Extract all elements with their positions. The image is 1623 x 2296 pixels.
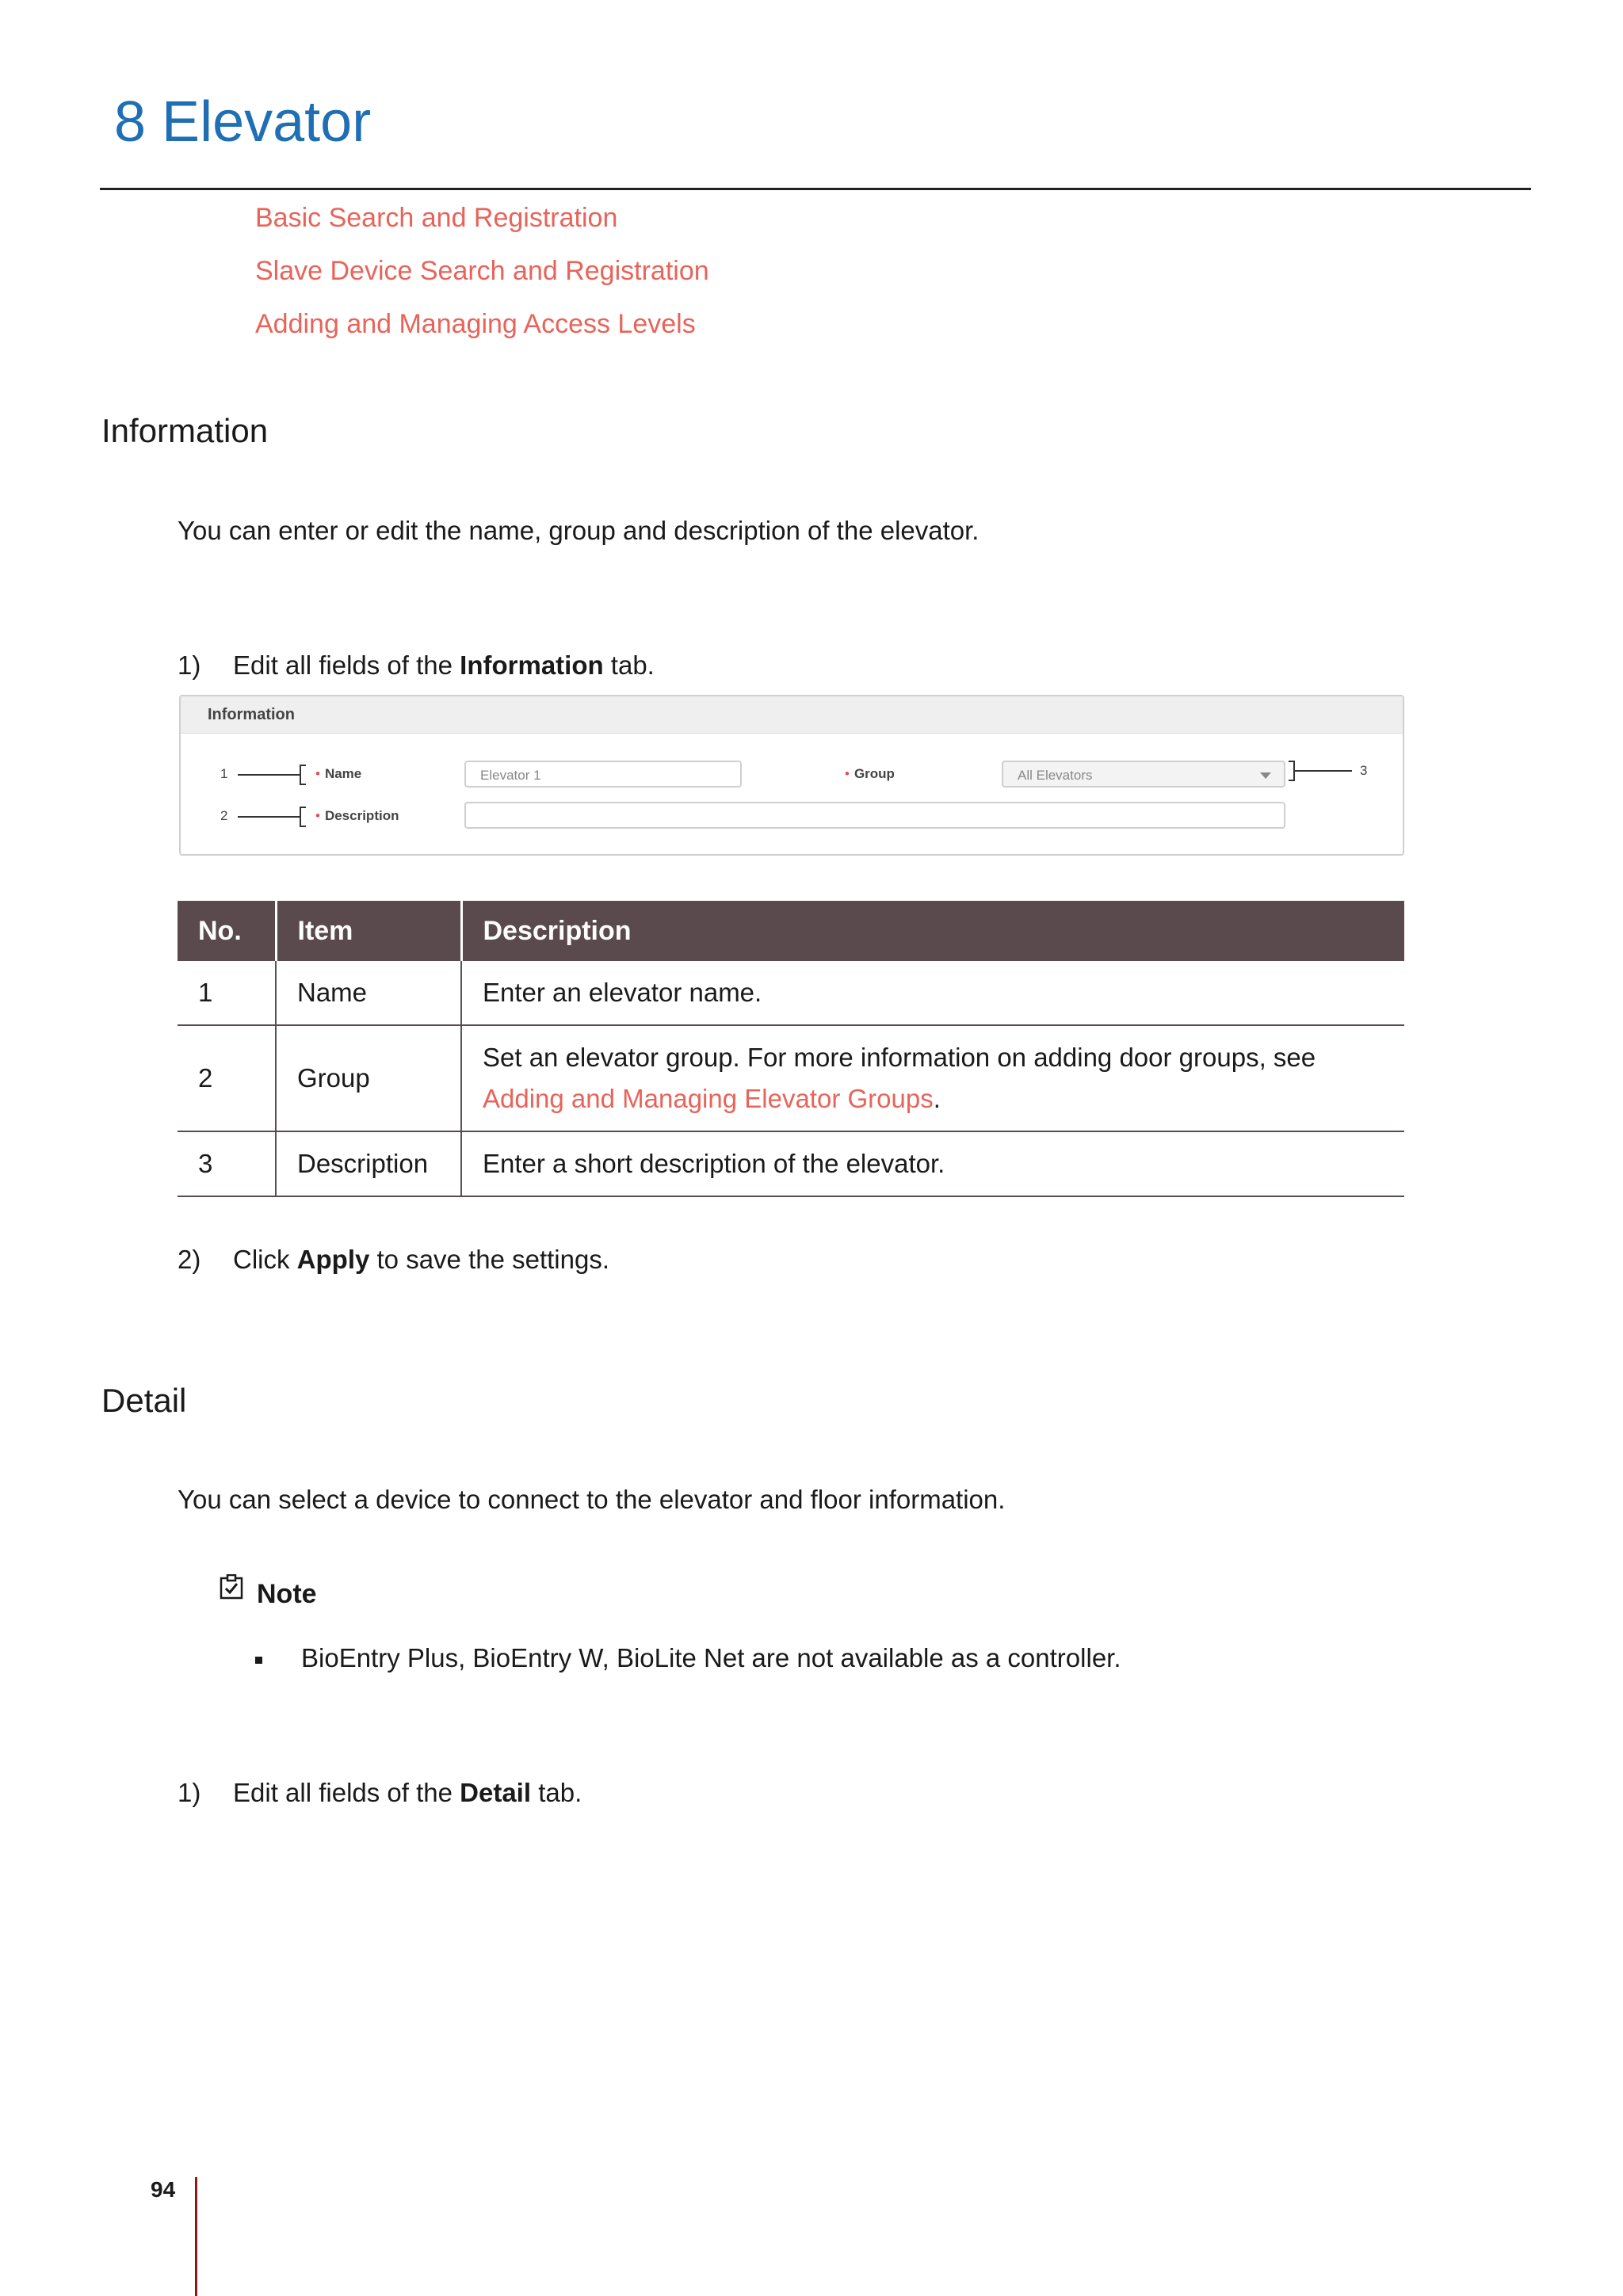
- clipboard-check-icon: [219, 1574, 244, 1600]
- page-number: 94: [151, 2177, 176, 2202]
- group-select[interactable]: [1002, 761, 1285, 788]
- step-number: 1): [178, 650, 201, 680]
- information-step-1: [178, 650, 655, 681]
- chapter-divider: [100, 188, 1531, 190]
- panel-title: Information: [208, 706, 295, 723]
- table-cell-no: 3: [178, 1131, 276, 1196]
- step-text: Edit all fields of the: [233, 650, 460, 680]
- step-text: Edit all fields of the: [233, 1778, 460, 1807]
- table-cell-item: Description: [276, 1131, 461, 1196]
- information-step-2: [178, 1245, 609, 1275]
- note-label: Note: [257, 1579, 317, 1609]
- callout-line-3: [1295, 770, 1352, 772]
- callout-bracket-3: [1289, 761, 1295, 781]
- related-link-basic-search[interactable]: Basic Search and Registration: [255, 203, 618, 233]
- callout-1: 1: [220, 766, 228, 781]
- step-text-end: tab.: [531, 1778, 582, 1807]
- related-link-slave-device[interactable]: Slave Device Search and Registration: [255, 256, 709, 286]
- step-bold: Detail: [460, 1778, 532, 1807]
- information-fields-table: [178, 901, 1404, 1197]
- callout-bracket-1: [300, 765, 306, 785]
- table-header-no: No.: [178, 901, 276, 961]
- callout-line-2: [238, 816, 300, 818]
- table-cell-description: [461, 1025, 1404, 1131]
- group-label: • Group: [845, 766, 895, 781]
- note-item: BioEntry Plus, BioEntry W, BioLite Net are not available as a controller.: [301, 1643, 1121, 1672]
- elevator-groups-link[interactable]: Adding and Managing Elevator Groups: [483, 1084, 934, 1113]
- related-link-access-levels[interactable]: Adding and Managing Access Levels: [255, 309, 696, 339]
- table-cell-item: Name: [276, 961, 461, 1025]
- callout-3: 3: [1360, 763, 1368, 778]
- information-panel-screenshot: [179, 695, 1404, 856]
- description-period: .: [933, 1084, 941, 1113]
- square-bullet-icon: [255, 1657, 262, 1664]
- callout-line-1: [238, 774, 300, 776]
- description-text: Set an elevator group. For more information on adding door groups, see: [483, 1043, 1316, 1072]
- table-cell-no: 1: [178, 961, 276, 1025]
- panel-header: [181, 696, 1403, 734]
- table-row: [178, 961, 1404, 1025]
- table-row: [178, 1131, 1404, 1196]
- chevron-down-icon: [1260, 772, 1271, 779]
- table-cell-no: 2: [178, 1025, 276, 1131]
- step-bold: Apply: [296, 1245, 370, 1274]
- step-bold: Information: [460, 650, 604, 680]
- description-input[interactable]: [464, 802, 1285, 829]
- group-select-value: All Elevators: [1018, 768, 1093, 783]
- step-text-end: tab.: [603, 650, 655, 680]
- step-text: Click: [233, 1245, 297, 1274]
- detail-intro: You can select a device to connect to the elevator and floor information.: [178, 1485, 1006, 1514]
- detail-step-1: [178, 1778, 582, 1808]
- table-header-row: [178, 901, 1404, 961]
- page-number-rule: [195, 2177, 197, 2296]
- callout-bracket-2: [300, 807, 306, 827]
- name-label: • Name: [315, 766, 362, 781]
- description-label: • Description: [315, 808, 399, 823]
- section-heading-information: Information: [101, 412, 269, 449]
- chapter-title: 8 Elevator: [114, 90, 372, 154]
- name-input[interactable]: Elevator 1: [464, 761, 742, 788]
- table-header-item: Item: [276, 901, 461, 961]
- section-heading-detail: Detail: [101, 1382, 187, 1419]
- information-intro: You can enter or edit the name, group and description of the elevator.: [178, 516, 980, 545]
- table-row: [178, 1025, 1404, 1131]
- step-number: 1): [178, 1778, 201, 1807]
- table-cell-item: Group: [276, 1025, 461, 1131]
- table-cell-description: Enter a short description of the elevator.: [461, 1131, 1404, 1196]
- table-header-description: Description: [461, 901, 1404, 961]
- step-text-end: to save the settings.: [369, 1245, 610, 1274]
- step-number: 2): [178, 1245, 201, 1274]
- table-cell-description: Enter an elevator name.: [461, 961, 1404, 1025]
- callout-2: 2: [220, 808, 228, 823]
